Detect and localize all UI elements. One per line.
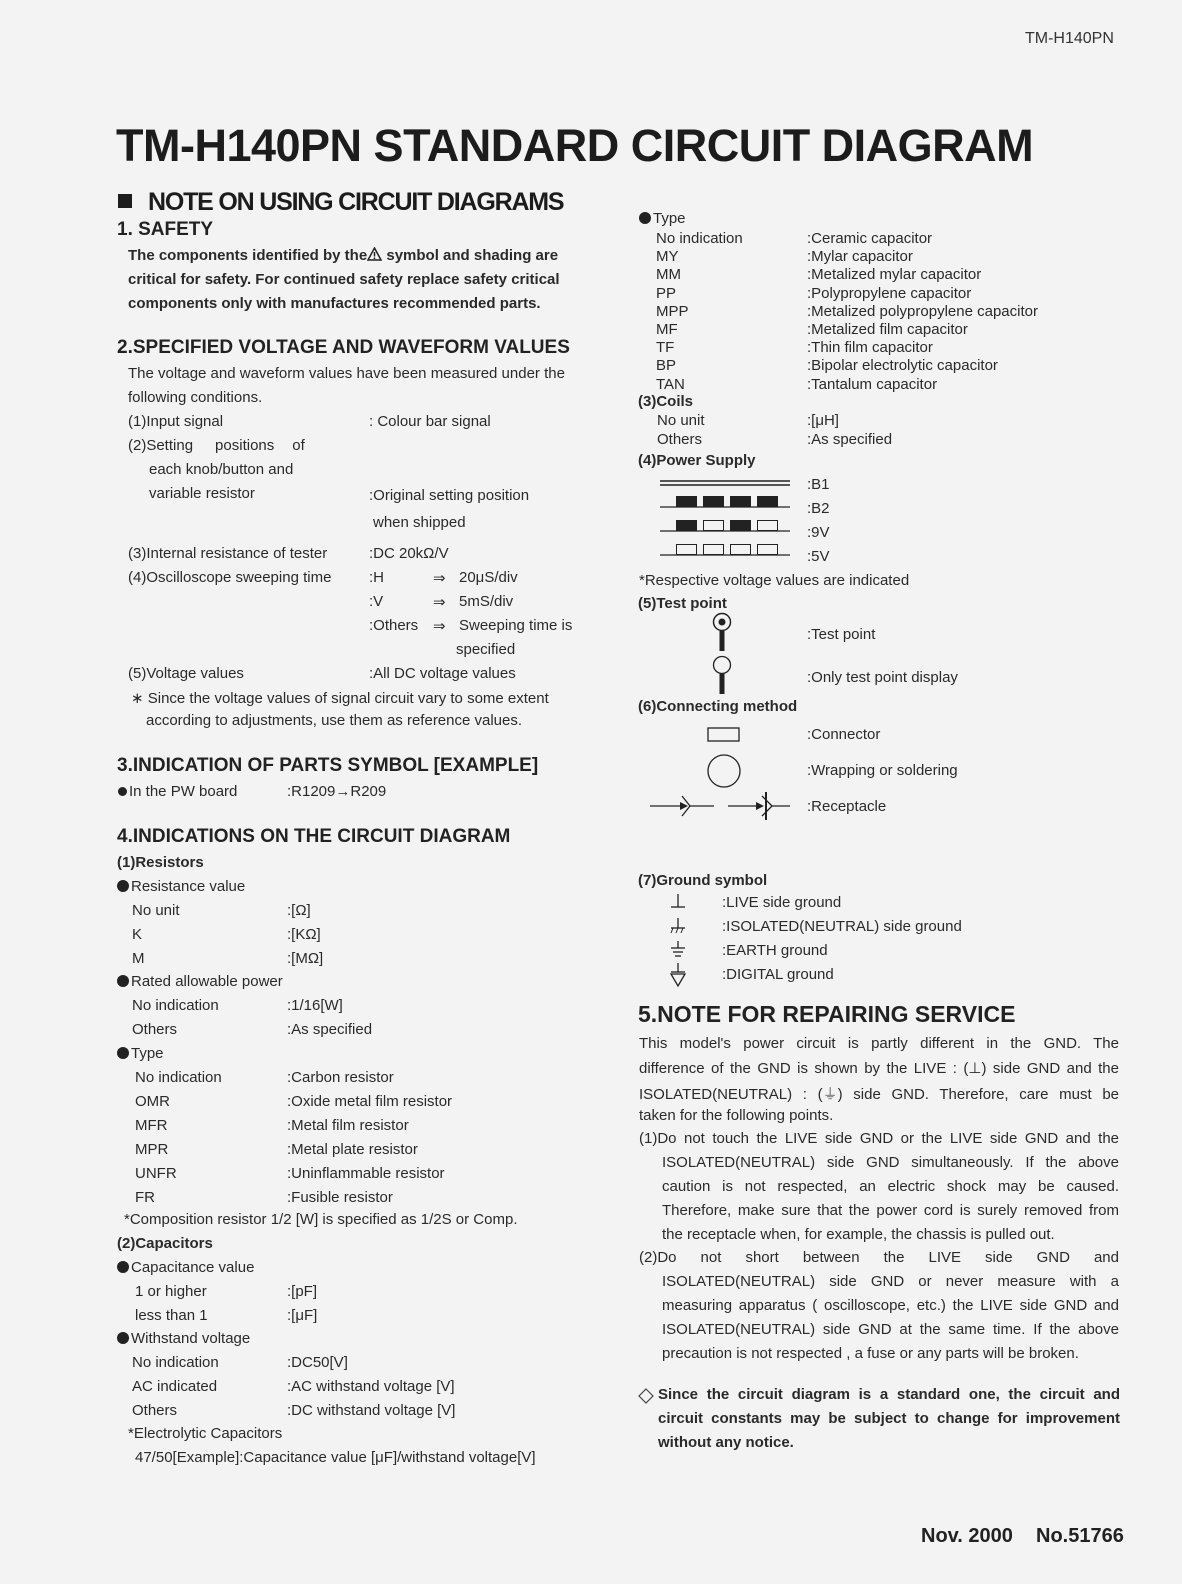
parts-symbol-value: :R1209→R209	[287, 783, 387, 800]
specified-intro2: following conditions.	[128, 389, 263, 406]
rated-power-text: Rated allowable power	[131, 973, 283, 990]
parts-symbol-label	[118, 783, 237, 800]
test-point-heading: (5)Test point	[638, 595, 727, 612]
resistor-type-row-value: :Uninflammable resistor	[287, 1165, 445, 1182]
cap-type-row-value: :Bipolar electrolytic capacitor	[807, 357, 998, 375]
cap-type-row-value: :Metalized mylar capacitor	[807, 266, 982, 284]
internal-resistance-value: :DC 20kΩ/V	[369, 545, 449, 562]
repair-heading: 5.NOTE FOR REPAIRING SERVICE	[638, 1001, 1016, 1027]
power-label-b2: :B2	[807, 500, 830, 517]
repair-p3-line: (2)Do not short between the LIVE side GND and	[639, 1249, 1119, 1266]
connector-icon	[707, 727, 741, 743]
cap-type-row-value: :Metalized film capacitor	[807, 321, 968, 338]
setting-label-3: variable resistor	[149, 485, 255, 502]
power-label-5v: :5V	[807, 548, 830, 565]
cap-type-row-value: :Metalized polypropylene capacitor	[807, 302, 1038, 320]
cap-type-row-key: MPP	[656, 302, 689, 320]
safety-line1	[128, 247, 558, 264]
page-title: TM-H140PN STANDARD CIRCUIT DIAGRAM	[116, 120, 1034, 171]
resistor-type-row-key: OMR	[135, 1093, 170, 1110]
safety-line1-pre: The components identified by the	[128, 247, 368, 264]
bullet-icon	[117, 1332, 129, 1344]
cap-type-text: Type	[653, 210, 686, 227]
resistor-type-row-value: :Fusible resistor	[287, 1189, 393, 1206]
osc-others: :Others	[369, 617, 419, 634]
power-row-key: No indication	[132, 997, 219, 1014]
ground-label-isolated: :ISOLATED(NEUTRAL) side ground	[722, 918, 962, 935]
digital-ground-icon	[669, 962, 687, 988]
capacitance-row-value: :[μF]	[287, 1307, 318, 1324]
electrolytic-note: *Electrolytic Capacitors	[128, 1425, 283, 1442]
parts-symbol-label-text: In the PW board	[129, 783, 238, 800]
voltage-values-value: :All DC voltage values	[369, 665, 516, 682]
setting-label-word1: (2)Setting	[128, 437, 194, 454]
bullet-icon	[117, 1047, 129, 1059]
power-note: *Respective voltage values are indicated	[639, 572, 910, 589]
resistor-type-row-key: No indication	[135, 1069, 222, 1086]
composition-note: *Composition resistor 1/2 [W] is specified as 1/2S or Comp.	[124, 1211, 518, 1228]
indications-heading: 4.INDICATIONS ON THE CIRCUIT DIAGRAM	[117, 826, 511, 847]
withstand-row-key: No indication	[132, 1354, 219, 1371]
test-point-icon	[710, 612, 734, 652]
resistance-row-value: :[Ω]	[287, 902, 311, 919]
power-row-key: Others	[132, 1021, 178, 1038]
resistor-type-row-key: MPR	[135, 1141, 169, 1158]
osc-label: (4)Oscilloscope sweeping time	[128, 569, 332, 586]
specified-intro1: The voltage and waveform values have been measured under the	[128, 365, 565, 382]
cap-type-row-key: MM	[656, 266, 681, 284]
final-note-line: Since the circuit diagram is a standard one, the circuit and	[658, 1386, 1120, 1403]
electrolytic-example: 47/50[Example]:Capacitance value [μF]/withstand voltage[V]	[135, 1449, 536, 1466]
power-label-b1: :B1	[807, 476, 830, 493]
resistor-type-row-value: :Oxide metal film resistor	[287, 1093, 453, 1110]
warning-triangle-icon	[367, 247, 382, 261]
withstand-row-value: :DC50[V]	[287, 1354, 348, 1371]
capacitance-row-value: :[pF]	[287, 1283, 318, 1300]
repair-p2-line: (1)Do not touch the LIVE side GND or the LIVE side GND and the	[639, 1130, 1119, 1147]
ground-symbol-heading: (7)Ground symbol	[638, 872, 768, 889]
setting-label-1	[128, 437, 305, 454]
power-supply-heading: (4)Power Supply	[638, 452, 756, 469]
resistor-type-row-value: :Metal film resistor	[287, 1117, 409, 1134]
resistor-type-row-key: MFR	[135, 1117, 168, 1134]
bullet-icon	[117, 1261, 129, 1273]
cap-type-row-value: :Thin film capacitor	[807, 339, 933, 357]
repair-p1-line: This model's power circuit is partly different in the GND. The	[639, 1035, 1119, 1052]
repair-p3-line: precaution is not respected , a fuse or any parts will be broken.	[662, 1345, 1079, 1362]
final-note-line: without any notice.	[658, 1434, 794, 1451]
rated-power-label	[117, 973, 283, 990]
safety-line2: critical for safety. For continued safety replace safety critical	[128, 271, 560, 288]
note-heading	[118, 188, 563, 217]
withstand-voltage-label	[117, 1330, 250, 1347]
bullet-icon	[118, 787, 127, 796]
capacitance-value-text: Capacitance value	[131, 1259, 255, 1276]
voltage-note-2: according to adjustments, use them as reference values.	[146, 712, 523, 729]
capacitance-value-label	[117, 1259, 254, 1276]
live-ground-icon	[670, 893, 686, 911]
specified-heading: 2.SPECIFIED VOLTAGE AND WAVEFORM VALUES	[117, 337, 570, 358]
setting-label-word3: of	[292, 437, 305, 454]
repair-p1-line: difference of the GND is shown by the LIVE : (⊥) side GND and the	[639, 1060, 1119, 1077]
repair-p3-line: measuring apparatus ( oscilloscope, etc.) the LIVE side GND and	[662, 1297, 1119, 1314]
osc-others-value1: Sweeping time is	[459, 617, 573, 634]
note-heading-text: NOTE ON USING CIRCUIT DIAGRAMS	[148, 188, 564, 216]
coil-row-value: :As specified	[807, 430, 893, 448]
bullet-icon	[639, 212, 651, 224]
cap-type-row-key: PP	[656, 284, 677, 302]
osc-v: :V	[369, 593, 384, 610]
setting-label-word2: positions	[215, 437, 275, 454]
safety-heading: 1. SAFETY	[117, 219, 214, 240]
power-line-9v-icon	[660, 519, 790, 533]
osc-h-value: 20μS/div	[459, 569, 518, 586]
square-bullet-icon	[118, 194, 132, 208]
voltage-values-label: (5)Voltage values	[128, 665, 244, 682]
power-row-value: :1/16[W]	[287, 997, 343, 1014]
withstand-row-key: AC indicated	[132, 1378, 218, 1395]
setting-value-2: when shipped	[373, 514, 466, 531]
setting-label-2: each knob/button and	[149, 461, 294, 478]
coil-row-value: :[μH]	[807, 412, 839, 429]
withstand-row-key: Others	[132, 1402, 178, 1419]
cap-type-row-key: TAN	[656, 375, 685, 393]
safety-line1-post: symbol and shading are	[382, 247, 559, 264]
wrapping-label: :Wrapping or soldering	[807, 762, 958, 779]
withstand-row-value: :DC withstand voltage [V]	[287, 1402, 456, 1419]
osc-others-value2: specified	[456, 641, 516, 658]
earth-ground-icon	[670, 940, 686, 960]
header-model-code: TM-H140PN	[1025, 30, 1114, 47]
test-point-display-label: :Only test point display	[807, 669, 958, 686]
bullet-icon	[117, 975, 129, 987]
coil-row-key: No unit	[657, 412, 705, 429]
cap-type-row-key: BP	[656, 357, 677, 375]
repair-p2-line: caution is not respected, an electric shock may be caused.	[662, 1178, 1119, 1195]
capacitance-row-key: 1 or higher	[135, 1283, 207, 1300]
osc-v-arrow: ⇒	[433, 594, 446, 611]
wrapping-icon	[705, 752, 743, 790]
power-label-9v: :9V	[807, 524, 830, 541]
ground-label-earth: :EARTH ground	[722, 942, 828, 959]
cap-type-row-key: No indication	[656, 230, 743, 247]
cap-type-row-key: MY	[656, 248, 679, 266]
osc-h: :H	[369, 569, 384, 586]
resistor-type-row-value: :Metal plate resistor	[287, 1141, 418, 1158]
input-signal-label: (1)Input signal	[128, 413, 224, 430]
resistance-row-value: :[MΩ]	[287, 950, 324, 967]
resistors-heading: (1)Resistors	[117, 854, 204, 871]
voltage-note-1: ∗ Since the voltage values of signal circuit vary to some extent	[131, 690, 549, 707]
repair-p1-line: taken for the following points.	[639, 1107, 834, 1124]
cap-type-row-value: :Tantalum capacitor	[807, 375, 938, 393]
resistance-row-key: No unit	[132, 902, 180, 919]
safety-line3: components only with manufactures recommended parts.	[128, 295, 541, 312]
receptacle-label: :Receptacle	[807, 798, 887, 815]
ground-label-digital: :DIGITAL ground	[722, 966, 834, 983]
cap-type-row-key: TF	[656, 339, 675, 357]
withstand-row-value: :AC withstand voltage [V]	[287, 1378, 455, 1395]
internal-resistance-label: (3)Internal resistance of tester	[128, 545, 328, 562]
resistance-row-key: M	[132, 950, 145, 967]
footer-date: Nov. 2000	[921, 1525, 1013, 1547]
osc-others-arrow: ⇒	[433, 618, 446, 635]
resistance-row-value: :[KΩ]	[287, 926, 321, 943]
power-line-b2-icon	[660, 495, 790, 509]
cap-type-label	[639, 210, 686, 227]
capacitance-row-key: less than 1	[135, 1307, 208, 1324]
repair-p1-line: ISOLATED(NEUTRAL) : (⏚) side GND. Therefore, care must be	[639, 1086, 1119, 1103]
power-row-value: :As specified	[287, 1021, 373, 1038]
capacitors-heading: (2)Capacitors	[117, 1235, 213, 1252]
repair-p3-line: ISOLATED(NEUTRAL) side GND or never measure with a	[662, 1273, 1119, 1290]
footer-number: No.51766	[1036, 1525, 1124, 1547]
receptacle-icon	[650, 788, 795, 824]
ground-label-live: :LIVE side ground	[722, 894, 842, 911]
setting-value-1: :Original setting position	[369, 487, 530, 504]
diamond-bullet-icon	[638, 1388, 654, 1404]
power-line-b1-icon	[660, 478, 790, 488]
cap-type-row-key: MF	[656, 321, 678, 338]
repair-p2-line: ISOLATED(NEUTRAL) side GND simultaneously. If the above	[662, 1154, 1119, 1171]
repair-p2-line: the receptacle when, for example, the chassis is pulled out.	[662, 1226, 1055, 1243]
test-point-display-icon	[710, 655, 734, 695]
connecting-method-heading: (6)Connecting method	[638, 698, 798, 715]
coils-heading: (3)Coils	[638, 393, 694, 410]
resistor-type-text: Type	[131, 1045, 164, 1062]
resistance-value-label	[117, 878, 245, 895]
resistance-value-text: Resistance value	[131, 878, 246, 895]
input-signal-value: : Colour bar signal	[369, 413, 491, 430]
cap-type-row-value: :Polypropylene capacitor	[807, 284, 972, 302]
repair-p2-line: Therefore, make sure that the power cord is surely removed from	[662, 1202, 1119, 1219]
power-line-5v-icon	[660, 543, 790, 557]
repair-p3-line: ISOLATED(NEUTRAL) side GND at the same time. If the above	[662, 1321, 1119, 1338]
resistor-type-label	[117, 1045, 164, 1062]
resistance-row-key: K	[132, 926, 143, 943]
coil-row-key: Others	[657, 430, 703, 448]
connector-label: :Connector	[807, 726, 881, 743]
parts-symbol-heading: 3.INDICATION OF PARTS SYMBOL [EXAMPLE]	[117, 755, 539, 776]
isolated-ground-icon	[670, 917, 686, 935]
cap-type-row-value: :Ceramic capacitor	[807, 230, 933, 247]
resistor-type-row-value: :Carbon resistor	[287, 1069, 394, 1086]
osc-v-value: 5mS/div	[459, 593, 514, 610]
cap-type-row-value: :Mylar capacitor	[807, 248, 913, 266]
bullet-icon	[117, 880, 129, 892]
osc-h-arrow: ⇒	[433, 570, 446, 587]
resistor-type-row-key: FR	[135, 1189, 155, 1206]
test-point-label: :Test point	[807, 626, 876, 643]
resistor-type-row-key: UNFR	[135, 1165, 177, 1182]
withstand-voltage-text: Withstand voltage	[131, 1330, 251, 1347]
final-note-line: circuit constants may be subject to change for improvement	[658, 1410, 1120, 1427]
